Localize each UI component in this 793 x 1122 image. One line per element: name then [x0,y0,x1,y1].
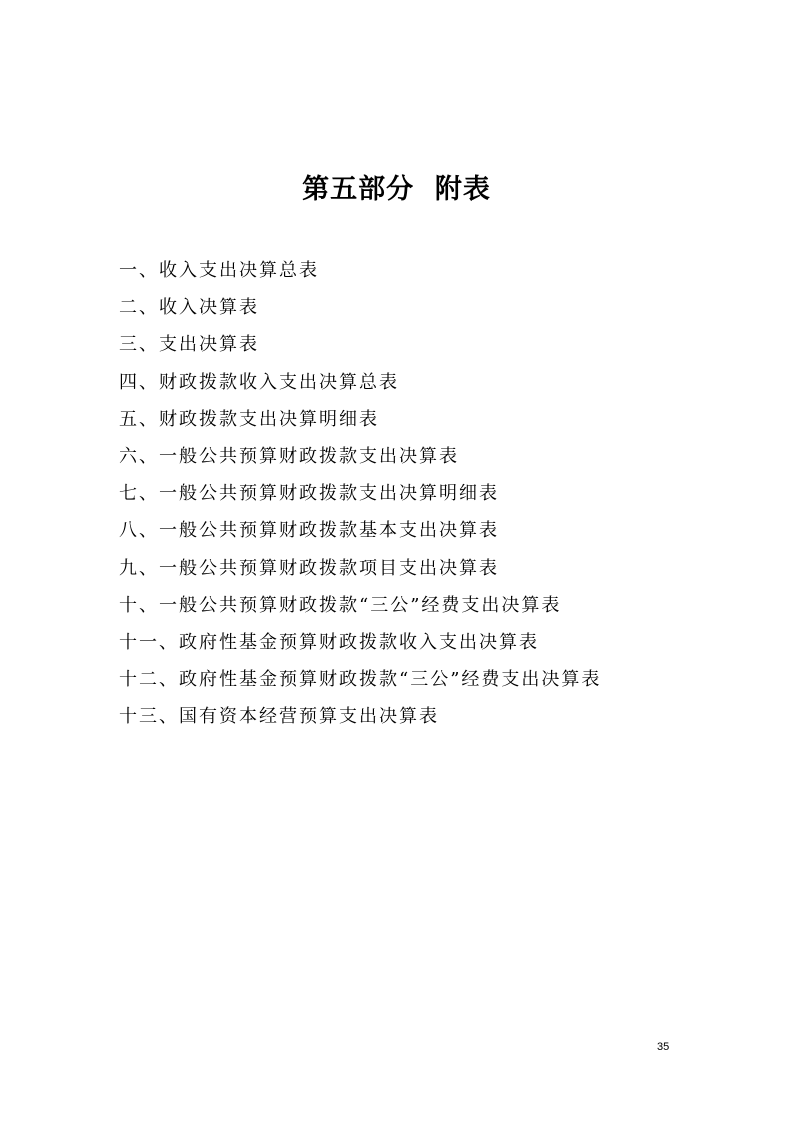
list-item: 九、一般公共预算财政拨款项目支出决算表 [119,557,499,579]
list-item: 四、财政拨款收入支出决算总表 [119,371,399,393]
page-title: 第五部分 附表 [302,174,491,205]
appendix-table-list [119,252,719,735]
page-number: 35 [657,1041,670,1053]
list-item: 十一、政府性基金预算财政拨款收入支出决算表 [119,631,539,653]
list-item: 十二、政府性基金预算财政拨款“三公”经费支出决算表 [119,669,602,691]
list-item: 六、一般公共预算财政拨款支出决算表 [119,445,459,467]
list-item: 二、收入决算表 [119,297,259,319]
list-item: 七、一般公共预算财政拨款支出决算明细表 [119,483,499,505]
list-item: 十三、国有资本经营预算支出决算表 [119,706,439,728]
list-item: 五、财政拨款支出决算明细表 [119,408,379,430]
list-item: 一、收入支出决算总表 [119,260,319,281]
list-item: 三、支出决算表 [119,334,259,356]
list-item: 十、一般公共预算财政拨款“三公”经费支出决算表 [119,594,562,616]
list-item: 八、一般公共预算财政拨款基本支出决算表 [119,520,499,542]
